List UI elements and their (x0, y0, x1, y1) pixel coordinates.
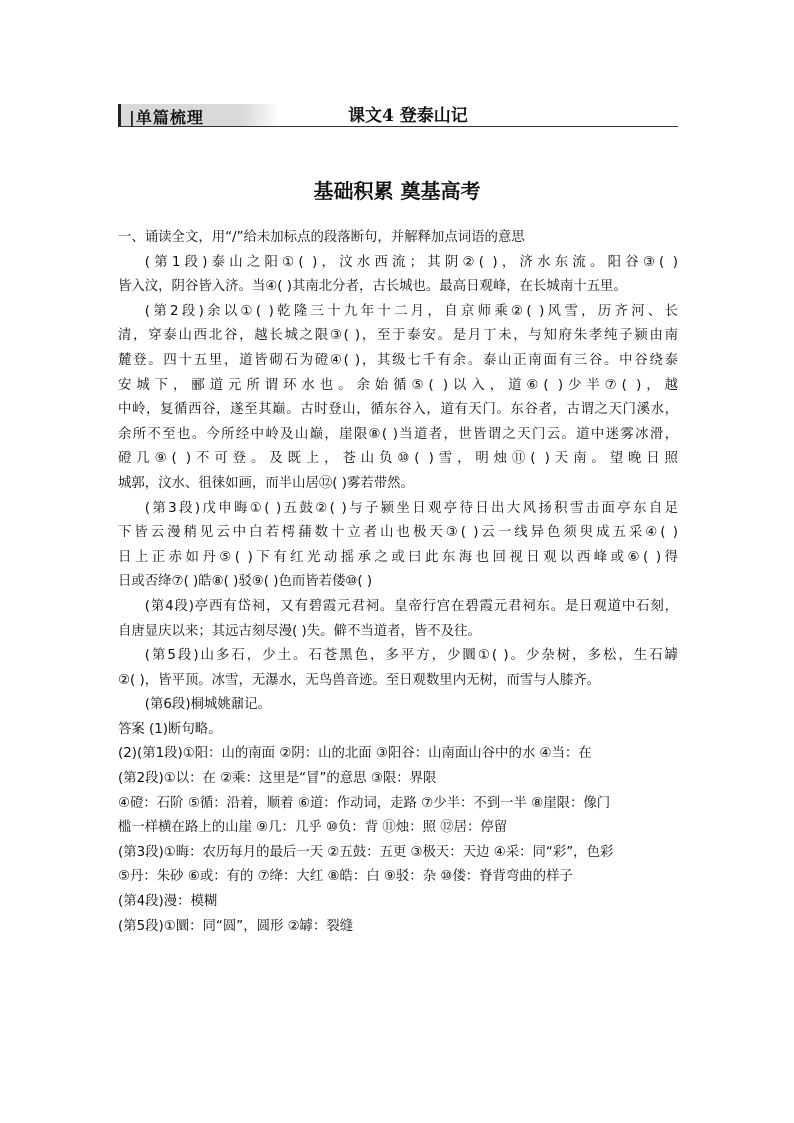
section-title: 基础积累 奠基高考 (313, 179, 481, 203)
answer-line: (第5段)①圜：同“圆”，圆形 ②罅：裂缝 (118, 918, 354, 934)
passage (118, 251, 678, 718)
passage-line: 磴几⑨( )不可登。及既上，苍山负⑩( )雪，明烛⑪( )天南。望晚日照 (118, 451, 678, 467)
passage-line: (第4段)亭西有岱祠，又有碧霞元君祠。皇帝行宫在碧霞元君祠东。是日观道中石刻， (144, 598, 678, 614)
answer-line: ④磴：石阶 ⑤循：沿着，顺着 ⑥道：作动词，走路 ⑦少半：不到一半 ⑧崖限：像门 (118, 795, 611, 811)
passage-line: (第2段)余以①( )乾隆三十九年十二月，自京师乘②( )风雪，历齐河、长 (144, 303, 678, 319)
passage-line: (第5段)山多石，少土。石苍黑色，多平方，少圜①( )。少杂树，多松，生石罅 (144, 648, 678, 664)
passage-line: (第6段)桐城姚鼐记。 (144, 697, 271, 713)
content-body (118, 226, 678, 939)
answer-line: (2)(第1段)①阳：山的南面 ②阴：山的北面 ③阳谷：山南面山谷中的水 ④当：在 (118, 746, 592, 762)
answer-line: 槛一样横在路上的山崖 ⑨几：几乎 ⑩负：背 ⑪烛：照 ⑫居：停留 (118, 820, 508, 836)
passage-line: 下皆云漫稍见云中白若樗蒱数十立者山也极天③( )云一线异色须臾成五采④( ) (118, 525, 678, 541)
passage-line: 日上正赤如丹⑤( )下有红光动摇承之或曰此东海也回视日观以西峰或⑥( )得 (118, 549, 678, 565)
passage-line: 中岭，复循西谷，遂至其巅。古时登山，循东谷入，道有天门。东谷者，古谓之天门溪水， (118, 402, 678, 418)
passage-line: 自唐显庆以来；其远古刻尽漫( )失。僻不当道者，皆不及往。 (118, 623, 481, 639)
answer-line: ⑤丹：朱砂 ⑥或：有的 ⑦绛：大红 ⑧皓：白 ⑨驳：杂 ⑩偻：脊背弯曲的样子 (118, 869, 573, 885)
passage-line: (第3段)戊申晦①( )五鼓②( )与子颍坐日观亭待日出大风扬积雪击面亭东自足 (144, 500, 678, 516)
passage-line: 城郭，汶水、徂徕如画，而半山居⑫( )雾若带然。 (118, 475, 414, 491)
answer-line: (第3段)①晦：农历每月的最后一天 ②五鼓：五更 ③极天：天边 ④采：同“彩”，色彩 (118, 844, 614, 860)
section-tag (118, 104, 281, 126)
answer-line: 答案 (1)断句略。 (118, 721, 222, 737)
passage-line: 安城下，郦道元所谓环水也。余始循⑤( )以入，道⑥( )少半⑦( )，越 (118, 377, 678, 393)
answer-line: (第2段)①以：在 ②乘：这里是“冒”的意思 ③限：界限 (118, 771, 437, 787)
passage-line: 皆入汶，阴谷皆入济。当④( )其南北分者，古长城也。最高日观峰，在长城南十五里。 (118, 279, 627, 295)
passage-line: 日或否绛⑦( )皓⑧( )驳⑨( )色而皆若偻⑩( ) (118, 574, 373, 590)
passage-line: ②( )，皆平顶。冰雪，无瀑水，无鸟兽音迹。至日观数里内无树，而雪与人膝齐。 (118, 672, 600, 688)
section-tag-label: |单篇梳理 (129, 108, 204, 127)
passage-line: (第1段)泰山之阳①( )，汶水西流；其阴②( )，济水东流。阳谷③( ) (144, 254, 678, 270)
header-rule (118, 126, 678, 127)
answer-line: (第4段)漫：模糊 (118, 894, 218, 910)
passage-line: 麓登。四十五里，道皆砌石为磴④( )，其级七千有余。泰山正南面有三谷。中谷绕泰 (118, 352, 678, 368)
passage-line: 清，穿泰山西北谷，越长城之限③( )，至于泰安。是月丁未，与知府朱孝纯子颍由南 (118, 328, 678, 344)
lesson-title: 课文4 登泰山记 (348, 106, 468, 126)
page-header (118, 98, 678, 128)
answer-block (118, 718, 678, 939)
instruction: 一、诵读全文，用“/”给未加标点的段落断句，并解释加点词语的意思 (118, 230, 525, 245)
passage-line: 余所不至也。今所经中岭及山巅，崖限⑧( )当道者，世皆谓之天门云。道中迷雾冰滑， (118, 426, 678, 442)
